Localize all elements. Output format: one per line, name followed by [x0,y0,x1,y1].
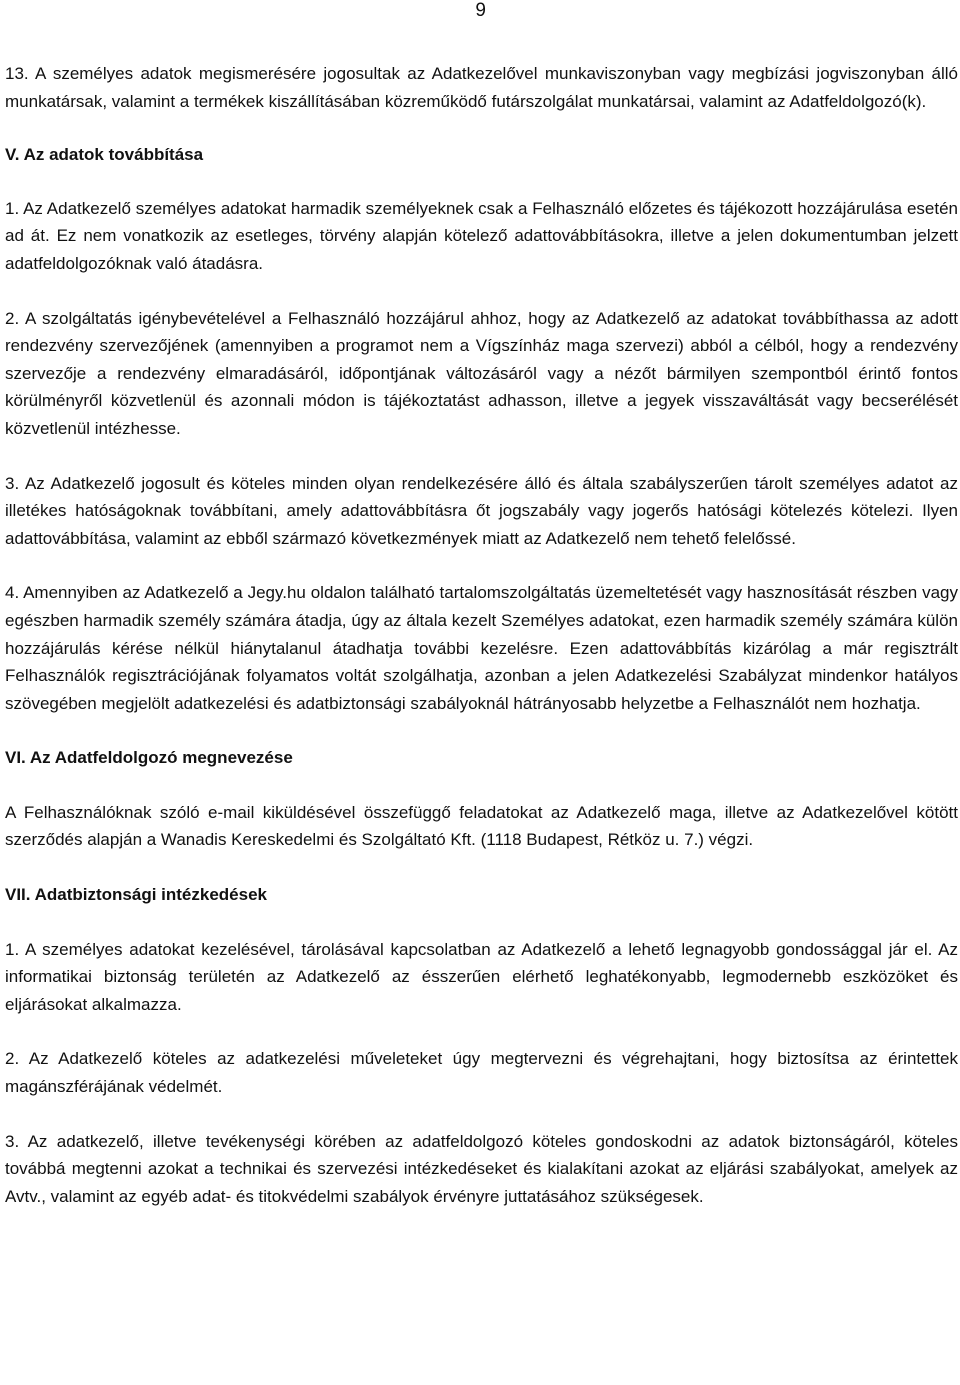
section-heading-vi: VI. Az Adatfeldolgozó megnevezése [5,748,293,768]
document-body [5,60,958,1210]
paragraph-v-3: 3. Az Adatkezelő jogosult és köteles minden olyan rendelkezésére álló és általa szabályszerűen tárolt személyes adatot az illetékes hatóságoknak továbbítani, amely adattovábbításra őt jogszabály vagy jogerős hatósági kötelezés kötelezi. Ilyen adattovábbítása, valamint az ebből származó következmények miatt az Adatkezelő nem tehető felelőssé. [5,473,958,548]
section-heading-vii: VII. Adatbiztonsági intézkedések [5,885,267,905]
paragraph-v-1: 1. Az Adatkezelő személyes adatokat harmadik személyeknek csak a Felhasználó előzetes és tájékozott hozzájárulása esetén ad át. Ez nem vonatkozik az esetleges, törvény alapján kötelező adattovábbításokra, illetve a jelen dokumentumban jelzett adatfeldolgozóknak való átadásra. [5,198,958,273]
section-heading-v: V. Az adatok továbbítása [5,145,204,165]
page-number: 9 [475,0,486,21]
paragraph-v-4: 4. Amennyiben az Adatkezelő a Jegy.hu oldalon található tartalomszolgáltatás üzemeltetését vagy hasznosítását részben vagy egészben harmadik személy számára átadja, úgy az általa kezelt Személyes adatokat, ezen harmadik személy számára külön hozzájárulás kérése nélkül hiánytalanul átadhatja további kezelésre. Ezen adattovábbítás kizárólag a már regisztrált Felhasználók regisztrációjának folyamatos voltát szolgálhatja, azonban a jelen Adatkezelési Szabályzat mindenkor hatályos szövegében megjelölt adatkezelési és adatbiztonsági szabályoknál hátrányosabb helyzetbe a Felhasználót nem hozhatja. [5,583,958,713]
paragraph-vii-1: 1. A személyes adatokat kezelésével, tárolásával kapcsolatban az Adatkezelő a lehető legnagyobb gondossággal jár el. Az informatikai biztonság területén az Adatkezelő az ésszerűen elérhető leghatékonyabb, legmodernebb eszközöket és eljárásokat alkalmazza. [5,939,958,1014]
paragraph-v-2: 2. A szolgáltatás igénybevételével a Felhasználó hozzájárul ahhoz, hogy az Adatkezelő az adatokat továbbíthassa az adott rendezvény szervezőjének (amennyiben a programot nem a Vígszínház maga szervezi) abból a célból, hogy a rendezvény szervezője a rendezvény elmaradásáról, időpontjának változásáról vagy a nézőt bármilyen szempontból érintő fontos körülményről közvetlenül és azonnali módon is tájékoztatást adhasson, illetve a jegyek visszaváltását vagy becserélését közvetlenül intézhesse. [5,308,958,438]
paragraph-vii-2: 2. Az Adatkezelő köteles az adatkezelési műveleteket úgy megtervezni és végrehajtani, hogy biztosítsa az érintettek magánszférájának védelmét. [5,1049,958,1097]
paragraph-vi-1: A Felhasználóknak szóló e-mail kiküldésével összefüggő feladatokat az Adatkezelő maga, illetve az Adatkezelővel kötött szerződés alapján a Wanadis Kereskedelmi és Szolgáltató Kft. (1118 Budapest, Rétköz u. 7.) végzi. [5,802,958,850]
paragraph-13: 13. A személyes adatok megismerésére jogosultak az Adatkezelővel munkaviszonyban vagy megbízási jogviszonyban álló munkatársak, valamint a termékek kiszállításában közreműködő futárszolgálat munkatársai, valamint az Adatfeldolgozó(k). [5,64,958,111]
paragraph-vii-3: 3. Az adatkezelő, illetve tevékenységi körében az adatfeldolgozó köteles gondoskodni az adatok biztonságáról, köteles továbbá megtenni azokat a technikai és szervezési intézkedéseket és kialakítani azokat az eljárási szabályokat, amelyek az Avtv., valamint az egyéb adat- és titokvédelmi szabályok érvényre juttatásához szükségesek. [5,1131,958,1206]
